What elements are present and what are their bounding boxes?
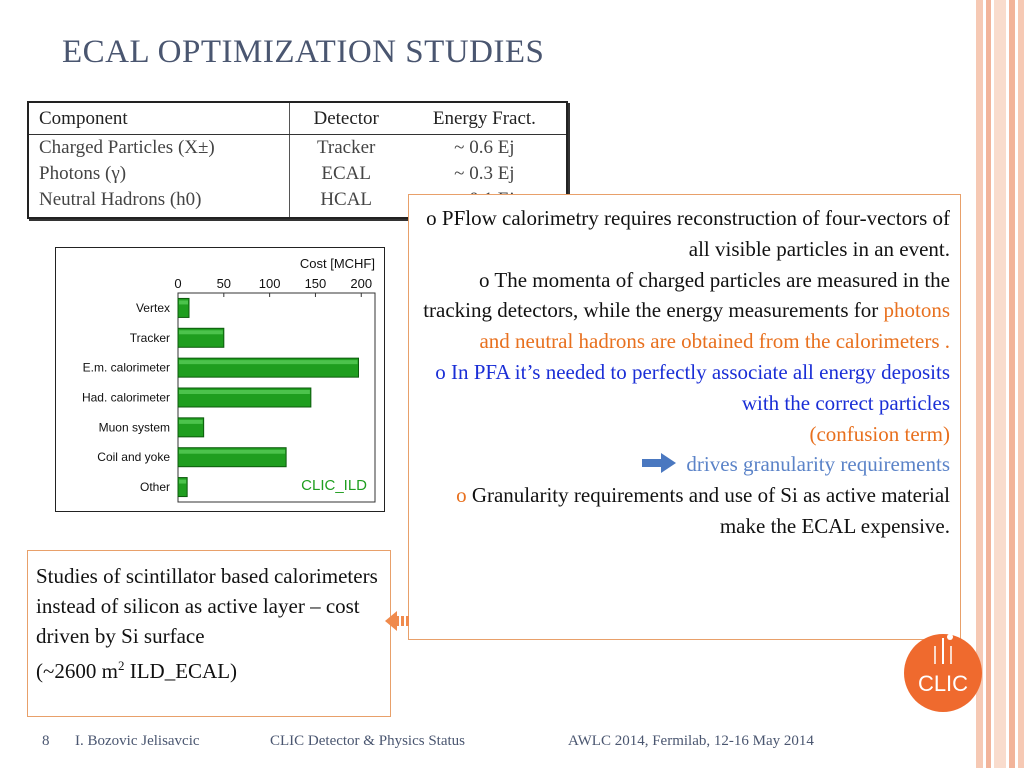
cost-chart-svg	[56, 248, 384, 511]
footer-author: I. Bozovic Jelisavcic	[75, 733, 200, 749]
table-cell: Charged Particles (X±)	[28, 135, 289, 162]
confusion-term: (confusion term)	[809, 421, 950, 446]
bullet: o	[456, 483, 467, 508]
x-tick-label: 0	[174, 276, 182, 291]
table-header-row	[28, 102, 567, 135]
category-label: Muon system	[98, 420, 170, 435]
category-label: Other	[139, 480, 170, 495]
x-tick-label: 100	[258, 276, 281, 291]
scintillator-text-box	[27, 550, 391, 717]
bullet: o	[426, 206, 437, 230]
bar-highlight	[179, 300, 188, 304]
x-tick-label: 50	[216, 276, 232, 291]
footer-event: AWLC 2014, Fermilab, 12-16 May 2014	[568, 733, 814, 749]
paragraph-pflow: PFlow calorimetry requires reconstruction of four-vectors of all visible particles in an event.	[441, 206, 950, 261]
area-superscript: 2	[117, 658, 125, 673]
footer-page-number: 8	[42, 733, 50, 749]
category-label: E.m. calorimeter	[82, 360, 170, 375]
bar-highlight	[179, 360, 358, 364]
table-row	[28, 135, 567, 162]
category-label: Had. calorimeter	[81, 390, 170, 405]
bullet: o	[435, 359, 446, 384]
column-header: Detector	[289, 102, 403, 135]
chart-annotation: CLIC_ILD	[301, 477, 367, 494]
column-header: Energy Fract.	[403, 102, 567, 135]
area-suffix: ILD_ECAL)	[124, 659, 238, 683]
bar-highlight	[179, 420, 203, 424]
table-cell: HCAL	[320, 189, 373, 210]
footer-talk: CLIC Detector & Physics Status	[270, 733, 465, 749]
bullet: o	[479, 267, 490, 292]
table-cell: ~ 0.3 Ej	[454, 163, 515, 184]
bar-highlight	[179, 390, 310, 394]
area-prefix: (~2600 m	[36, 659, 118, 683]
chart-title: Cost [MCHF]	[299, 256, 375, 271]
table-cell: ECAL	[321, 163, 371, 184]
pflow-text-box	[408, 194, 961, 640]
category-label: Tracker	[129, 330, 170, 345]
x-tick-label: 150	[304, 276, 327, 291]
table-cell: Neutral Hadrons (h0)	[28, 187, 289, 218]
bar-highlight	[179, 330, 223, 334]
scintillator-text	[28, 551, 390, 686]
table-cell: Tracker	[316, 137, 376, 158]
clic-logo	[901, 628, 985, 712]
column-header: Component	[28, 102, 289, 135]
pflow-text	[415, 203, 950, 542]
scintillator-paragraph: Studies of scintillator based calorimeters instead of silicon as active layer – cost driven by Si surface	[36, 564, 378, 648]
paragraph-granularity: Granularity requirements and use of Si as active material make the ECAL expensive.	[471, 483, 950, 538]
left-arrow-icon	[385, 611, 411, 631]
right-arrow-icon	[642, 453, 676, 473]
x-tick-label: 200	[350, 276, 373, 291]
table-row	[28, 161, 567, 187]
category-label: Coil and yoke	[97, 450, 170, 465]
table-cell: Photons (γ)	[28, 161, 289, 187]
bar-highlight	[179, 450, 285, 454]
page-title: ECAL OPTIMIZATION STUDIES	[62, 34, 545, 70]
table-cell: ~ 0.6 Ej	[454, 137, 515, 158]
granularity-note: drives granularity requirements	[686, 452, 950, 477]
paragraph-pfa: In PFA it’s needed to perfectly associate all energy deposits with the correct particles	[450, 359, 950, 415]
cost-chart	[55, 247, 385, 512]
bar-highlight	[179, 480, 186, 484]
logo-text: CLIC	[917, 671, 969, 696]
paragraph-momenta-highlight: photons and neutral hadrons are obtained from the calorimeters .	[479, 298, 950, 354]
paragraph-momenta: The momenta of charged particles are measured in the tracking detectors, while the energy measurements for	[423, 267, 950, 323]
category-label: Vertex	[135, 300, 170, 315]
